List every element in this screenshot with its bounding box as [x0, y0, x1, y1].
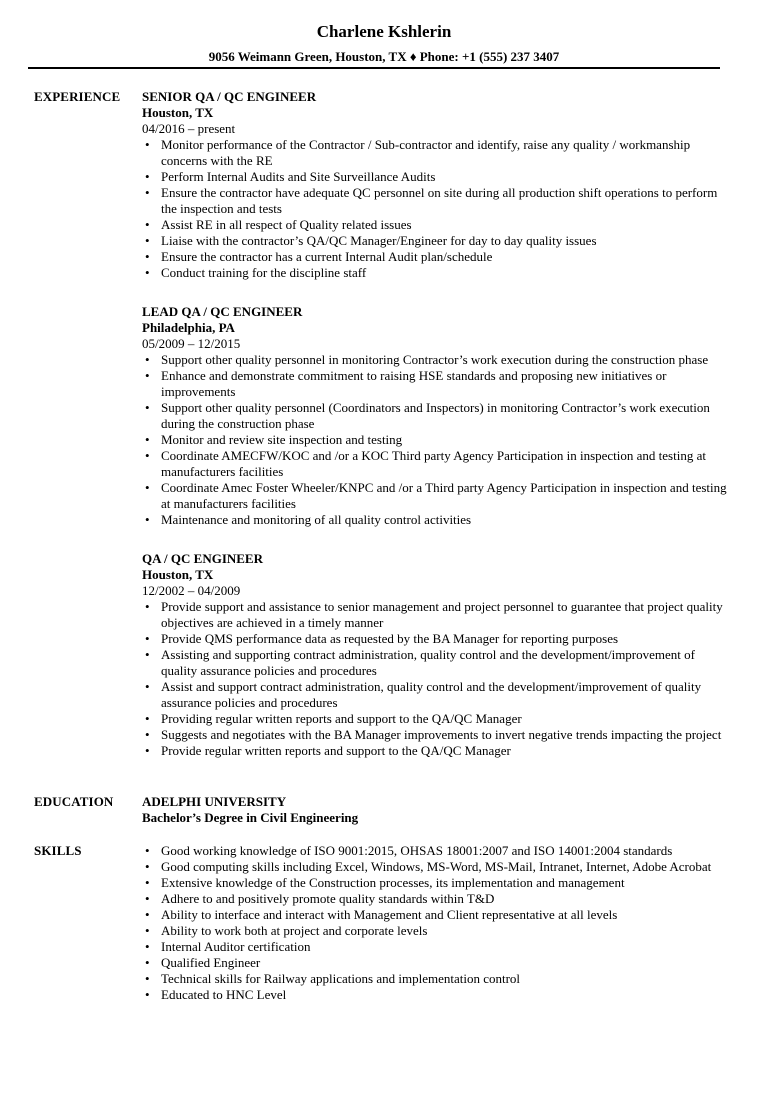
job-entry [142, 89, 732, 281]
job-location: Houston, TX [142, 567, 214, 582]
bullet-item: • Support other quality personnel (Coordinators and Inspectors) in monitoring Contractor’s work execution during the construction phase [142, 400, 732, 432]
skill-item: • Ability to work both at project and corporate levels [142, 923, 732, 939]
bullet-item: • Monitor and review site inspection and testing [142, 432, 732, 448]
bullet-item: • Support other quality personnel in monitoring Contractor’s work execution during the construction phase [142, 352, 732, 368]
job-dates: 12/2002 – 04/2009 [142, 583, 241, 598]
bullet-item: • Ensure the contractor have adequate QC personnel on site during all production shift operations to perform the inspection and tests [142, 185, 732, 217]
bullet-item: • Conduct training for the discipline staff [142, 265, 732, 281]
experience-body [142, 89, 732, 759]
skill-item: • Extensive knowledge of the Construction processes, its implementation and management [142, 875, 732, 891]
bullet-item: • Ensure the contractor has a current Internal Audit plan/schedule [142, 249, 732, 265]
skill-item: • Internal Auditor certification [142, 939, 732, 955]
school-name: ADELPHI UNIVERSITY [142, 794, 287, 809]
job-bullets [142, 137, 732, 281]
skill-item: • Qualified Engineer [142, 955, 732, 971]
bullet-item: • Suggests and negotiates with the BA Manager improvements to invert negative trends impacting the project [142, 727, 732, 743]
header-divider [28, 67, 720, 69]
bullet-item: • Liaise with the contractor’s QA/QC Manager/Engineer for day to day quality issues [142, 233, 732, 249]
job-entry [142, 304, 732, 528]
bullet-item: • Assisting and supporting contract administration, quality control and the development/improvement of quality assurance policies and procedures [142, 647, 732, 679]
education-body [142, 794, 732, 826]
skill-item: • Technical skills for Railway applications and implementation control [142, 971, 732, 987]
job-dates: 05/2009 – 12/2015 [142, 336, 241, 351]
degree-name: Bachelor’s Degree in Civil Engineering [142, 810, 359, 825]
skill-item: • Educated to HNC Level [142, 987, 732, 1003]
skill-item: • Ability to interface and interact with Management and Client representative at all levels [142, 907, 732, 923]
bullet-item: • Provide support and assistance to senior management and project personnel to guarantee that project quality objectives are achieved in a timely manner [142, 599, 732, 631]
bullet-item: • Monitor performance of the Contractor / Sub-contractor and identify, raise any quality / workmanship concerns with the RE [142, 137, 732, 169]
experience-heading: EXPERIENCE [34, 89, 121, 104]
bullet-item: • Provide regular written reports and support to the QA/QC Manager [142, 743, 732, 759]
skill-item: • Good computing skills including Excel, Windows, MS-Word, MS-Mail, Intranet, Internet, Adobe Acrobat [142, 859, 732, 875]
job-dates: 04/2016 – present [142, 121, 236, 136]
bullet-item: • Coordinate AMECFW/KOC and /or a KOC Third party Agency Participation in inspection and testing at manufacturers facilities [142, 448, 732, 480]
job-location: Houston, TX [142, 105, 214, 120]
skill-item: • Good working knowledge of ISO 9001:2015, OHSAS 18001:2007 and ISO 14001:2004 standards [142, 843, 732, 859]
skills-list [142, 843, 732, 1003]
bullet-item: • Providing regular written reports and support to the QA/QC Manager [142, 711, 732, 727]
skills-heading: SKILLS [34, 843, 82, 858]
bullet-item: • Perform Internal Audits and Site Surveillance Audits [142, 169, 732, 185]
bullet-item: • Maintenance and monitoring of all quality control activities [142, 512, 732, 528]
job-title: LEAD QA / QC ENGINEER [142, 304, 303, 319]
job-location: Philadelphia, PA [142, 320, 235, 335]
candidate-name: Charlene Kshlerin [316, 22, 452, 41]
bullet-item: • Assist and support contract administration, quality control and the development/improvement of quality assurance policies and procedures [142, 679, 732, 711]
job-bullets [142, 599, 732, 759]
job-entry [142, 551, 732, 759]
education-heading: EDUCATION [34, 794, 114, 809]
skills-body [142, 843, 732, 1003]
bullet-item: • Provide QMS performance data as requested by the BA Manager for reporting purposes [142, 631, 732, 647]
skill-item: • Adhere to and positively promote quality standards within T&D [142, 891, 732, 907]
job-title: SENIOR QA / QC ENGINEER [142, 89, 317, 104]
bullet-item: • Coordinate Amec Foster Wheeler/KNPC and /or a Third party Agency Participation in inspection and testing at manufacturers facilities [142, 480, 732, 512]
job-title: QA / QC ENGINEER [142, 551, 263, 566]
contact-line: 9056 Weimann Green, Houston, TX ♦ Phone: +1 (555) 237 3407 [208, 49, 560, 64]
resume-header [0, 0, 768, 65]
bullet-item: • Enhance and demonstrate commitment to raising HSE standards and proposing new initiatives or improvements [142, 368, 732, 400]
bullet-item: • Assist RE in all respect of Quality related issues [142, 217, 732, 233]
job-bullets [142, 352, 732, 528]
